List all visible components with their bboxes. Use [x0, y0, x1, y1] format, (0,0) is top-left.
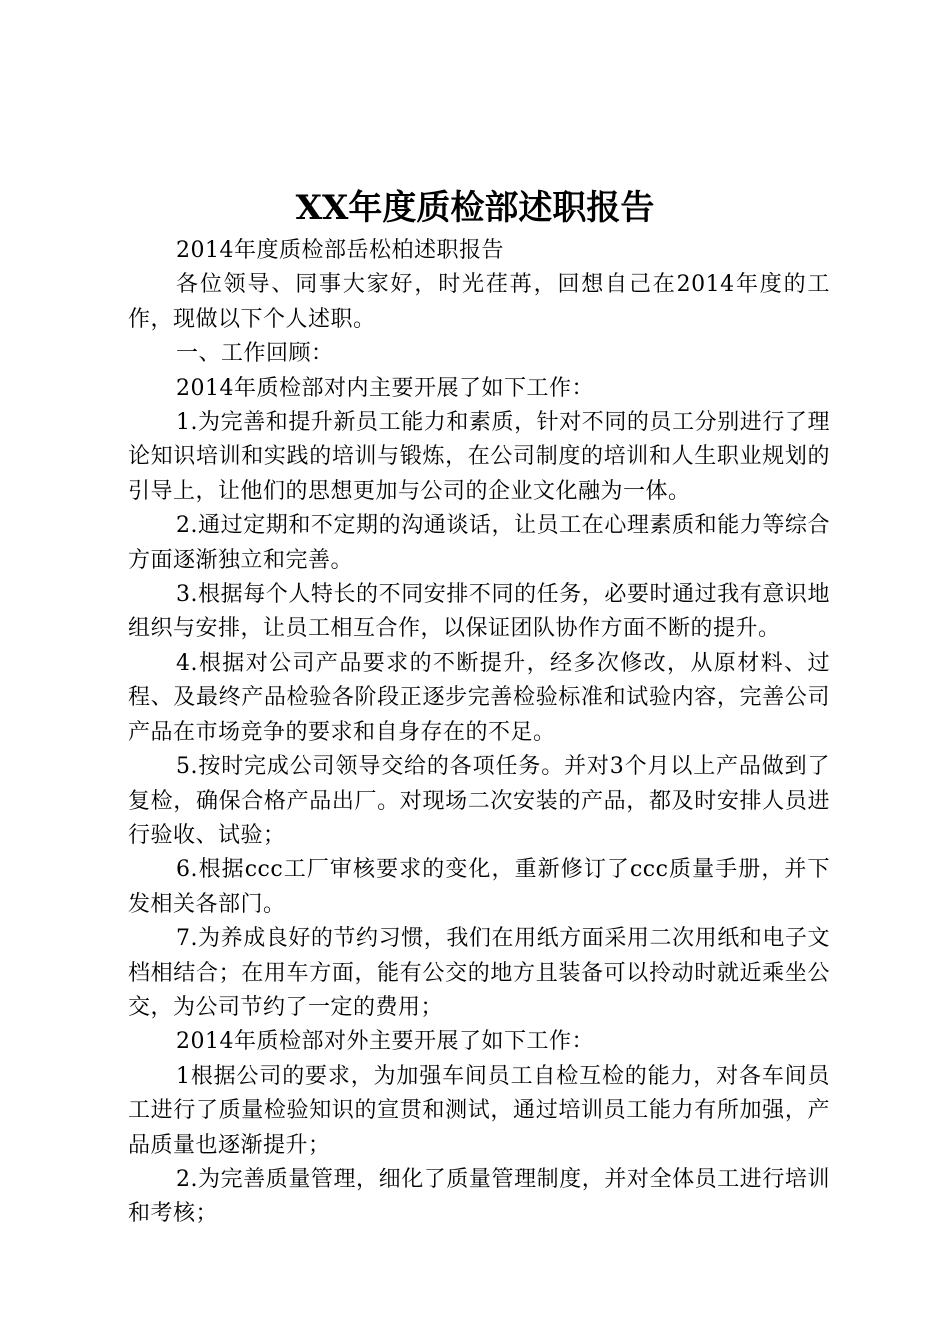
paragraph: 4.根据对公司产品要求的不断提升，经多次修改，从原材料、过程、及最终产品检验各阶段正逐步完善检验标准和试验内容，完善公司产品在市场竞争的要求和自身存在的不足。 [128, 650, 830, 745]
document-title: XX年度质检部述职报告 [295, 188, 655, 228]
paragraph: 1.为完善和提升新员工能力和素质，针对不同的员工分别进行了理论知识培训和实践的培训与锻炼，在公司制度的培训和人生职业规划的引导上，让他们的思想更加与公司的企业文化融为一体。 [128, 410, 830, 504]
paragraph: 3.根据每个人特长的不同安排不同的任务，必要时通过我有意识地组织与安排，让员工相互合作，以保证团队协作方面不断的提升。 [128, 582, 830, 642]
paragraph: 一、工作回顾： [176, 341, 334, 367]
paragraph: 各位领导、同事大家好，时光荏苒，回想自己在2014年度的工作，现做以下个人述职。 [128, 272, 830, 332]
paragraph: 5.按时完成公司领导交给的各项任务。并对3个月以上产品做到了复检，确保合格产品出厂。对现场二次安装的产品，都及时安排人员进行验收、试验； [128, 754, 830, 848]
paragraph: 6.根据ccc工厂审核要求的变化，重新修订了ccc质量手册，并下发相关各部门。 [128, 857, 830, 917]
paragraph: 2014年度质检部岳松柏述职报告 [176, 238, 504, 263]
paragraph: 2014年质检部对外主要开展了如下工作： [176, 1029, 594, 1055]
paragraph: 2.通过定期和不定期的沟通谈话，让员工在心理素质和能力等综合方面逐渐独立和完善。 [128, 513, 830, 573]
paragraph: 2.为完善质量管理，细化了质量管理制度，并对全体员工进行培训和考核； [128, 1166, 830, 1227]
paragraph: 7.为养成良好的节约习惯，我们在用纸方面采用二次用纸和电子文档相结合；在用车方面，能有公交的地方且装备可以拎动时就近乘坐公交，为公司节约了一定的费用； [128, 926, 830, 1020]
paragraph: 1根据公司的要求，为加强车间员工自检互检的能力，对各车间员工进行了质量检验知识的宣贯和测试，通过培训员工能力有所加强，产品质量也逐渐提升； [128, 1063, 830, 1158]
document-body [128, 234, 830, 1232]
paragraph: 2014年质检部对内主要开展了如下工作： [176, 375, 594, 401]
